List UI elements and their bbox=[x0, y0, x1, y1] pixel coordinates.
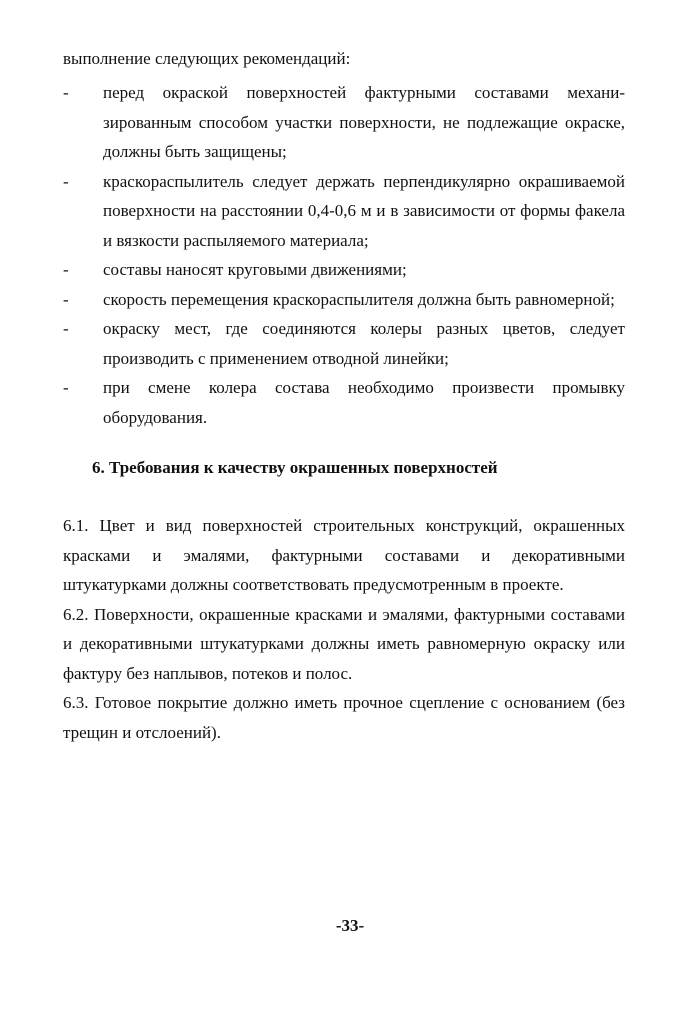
bullet-dash: - bbox=[63, 83, 69, 102]
list-item bbox=[63, 314, 625, 373]
list-item-text: краскораспылитель следует держать перпендикулярно окрашиваемой поверхности на расстоянии 0,4-0,6 м и в зависимости от формы факела и вязкости распыляемого материала; bbox=[103, 171, 625, 250]
bullet-dash: - bbox=[63, 319, 69, 338]
list-item-text: составы наносят круговыми движениями; bbox=[103, 260, 407, 279]
clause-paragraph: 6.2. Поверхности, окрашенные красками и эмалями, фактурными составами и декоративными штукатурками должны иметь равномерную окраску или фактуру без наплывов, потеков и полос. bbox=[63, 604, 625, 683]
section-heading: 6. Требования к качеству окрашенных поверхностей bbox=[92, 458, 498, 477]
list-item bbox=[63, 167, 625, 256]
list-item-text: перед окраской поверхностей фактурными составами механи-зированным способом участки поверхности, не подлежащие окраске, должны быть защищены; bbox=[103, 83, 625, 161]
bullet-dash: - bbox=[63, 260, 69, 279]
list-item bbox=[63, 373, 625, 432]
page-number: -33- bbox=[335, 916, 365, 935]
bullet-dash: - bbox=[63, 171, 69, 191]
intro-text: выполнение следующих рекомендаций: bbox=[63, 49, 351, 68]
list-item bbox=[63, 78, 625, 167]
list-item-text: окраску мест, где соединяются колеры разных цветов, следует производить с применением отводной линейки; bbox=[103, 319, 625, 368]
clauses-block bbox=[63, 511, 625, 747]
list-item bbox=[63, 255, 625, 285]
bullet-dash: - bbox=[63, 289, 69, 309]
recommendations-list bbox=[63, 78, 625, 432]
clause-paragraph: 6.1. Цвет и вид поверхностей строительных конструкций, окрашенных красками и эмалями, фактурными составами и декоративными штукатурками должны соответствовать предусмотренным в проекте. bbox=[63, 516, 625, 594]
list-item bbox=[63, 285, 625, 315]
bullet-dash: - bbox=[63, 378, 69, 397]
list-item-text: скорость перемещения краскораспылителя должна быть равномерной; bbox=[103, 289, 615, 309]
list-item-text: при смене колера состава необходимо произвести промывку оборудования. bbox=[103, 378, 625, 427]
clause-paragraph: 6.3. Готовое покрытие должно иметь прочное сцепление с основанием (без трещин и отслоений). bbox=[63, 693, 625, 742]
